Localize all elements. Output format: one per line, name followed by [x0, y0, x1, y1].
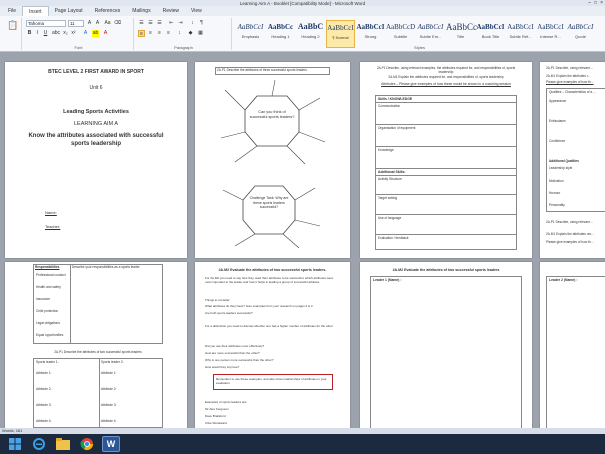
show-marks-icon[interactable]: ¶ [200, 20, 203, 26]
taskbar [0, 434, 605, 454]
page-qualities[interactable] [540, 62, 605, 258]
row-communication[interactable]: Communication [378, 104, 401, 108]
font-name-select[interactable]: Tahoma [26, 20, 66, 27]
font-size-select[interactable]: 11 [68, 20, 84, 27]
example-2: Dave Brailsford [205, 414, 226, 418]
consider-line-1: What attributes do they have? Give examples from your research on pages 2 & 3 [205, 304, 313, 308]
distinction-text: For a distinction you need to discuss whether one has a higher number of attributes for the other. [205, 324, 334, 328]
mindmap-center-question: Can you think of successful sports leaders? [249, 110, 295, 119]
change-case-icon[interactable]: Aa [104, 20, 111, 26]
ribbon [0, 16, 605, 52]
clear-format-icon[interactable]: ⌫ [114, 20, 122, 26]
style-quote[interactable]: AaBbCcI Quote [567, 23, 594, 39]
tab-view[interactable]: View [191, 8, 202, 14]
leader2-name-label: Leader 2 (Name) : [549, 278, 578, 282]
style-book-title[interactable]: AaBbCcI Book Title [476, 23, 505, 39]
question-2: How are more successful than the other? [205, 351, 260, 355]
increase-indent-icon[interactable]: ⇥ [178, 20, 183, 26]
resp-row-6[interactable]: Equal opportunities [36, 333, 64, 337]
style-intense-reference[interactable]: AaBbCcI Intense R... [537, 23, 564, 39]
bullets-icon[interactable]: ☰ [139, 20, 144, 26]
font-group-label: Font [74, 45, 83, 50]
maximize-icon[interactable]: □ [594, 0, 598, 6]
windows-start-icon[interactable] [6, 436, 24, 452]
paragraph-group [136, 18, 232, 50]
leader2-attr-2[interactable]: Attribute 2: [101, 387, 117, 391]
leader1-attr-4[interactable]: Attribute 4: [36, 419, 52, 423]
row-use-of-language[interactable]: Use of language [378, 216, 402, 220]
decrease-indent-icon[interactable]: ⇤ [169, 20, 174, 26]
style-heading-2[interactable]: AaBbC Heading 2 [297, 22, 324, 39]
styles-group [234, 18, 605, 50]
qualities-header-4: Qualities – Characteristics of a ... [549, 90, 596, 94]
tab-page-layout[interactable]: Page Layout [54, 8, 83, 14]
align-left-button[interactable]: ≡ [138, 30, 145, 37]
tab-insert[interactable]: Insert [22, 6, 49, 16]
strikethrough-icon[interactable]: abc [52, 30, 61, 36]
mindmap-diagram [195, 62, 350, 258]
numbering-icon[interactable]: ☰ [148, 20, 153, 26]
shrink-font-icon[interactable]: A [95, 20, 100, 26]
leader2-attr-4[interactable]: Attribute 4: [101, 419, 117, 423]
chrome-icon[interactable] [78, 436, 96, 452]
page-leader1[interactable] [360, 262, 532, 428]
align-center-button[interactable]: ≡ [149, 30, 152, 36]
qualities-footer-3: Please give examples of how th... [546, 240, 594, 244]
qualities-footer-2: 2A.M1 Explain the attributes rec... [546, 232, 594, 236]
sort-icon[interactable]: ↕ [191, 20, 194, 26]
style-title[interactable]: AaBbCc Title [446, 22, 477, 39]
row-personality[interactable]: Personality [549, 203, 565, 207]
tab-references[interactable]: References [94, 8, 121, 14]
qualities-footer-1: 2A.P1 Describe, using relevant ... [546, 220, 594, 224]
clipboard-group [2, 18, 22, 50]
close-icon[interactable]: × [600, 0, 603, 6]
row-humour[interactable]: Humour [549, 191, 561, 195]
learning-aim-label: LEARNING AIM A [73, 121, 118, 127]
justify-button[interactable]: ≡ [167, 30, 170, 36]
row-motivation[interactable]: Motivation [549, 179, 564, 183]
shading-icon[interactable]: ◆ [188, 30, 193, 36]
attributes-header-2: 2A.M1 Explain the attributes required for, and responsibilities of, sports leadership [388, 75, 504, 79]
leader2-attr-1[interactable]: Attribute 1: [101, 371, 117, 375]
name-label: Name: [45, 210, 57, 215]
page-leader2[interactable] [540, 262, 605, 428]
text-effects-icon[interactable]: A [83, 30, 88, 36]
font-color-icon[interactable]: A [103, 30, 108, 36]
bold-button[interactable]: B [27, 30, 32, 36]
remember-box: Remember to use these examples, and also show relationships of attributes in your evaluation. [213, 374, 333, 390]
subscript-icon[interactable]: x₂ [63, 30, 68, 36]
leader1-box[interactable] [370, 276, 522, 428]
leader2-box[interactable] [546, 276, 605, 428]
borders-icon[interactable]: ▦ [198, 30, 203, 36]
mindmap-challenge: Challenge Task: Why are these sports leaders successful? [249, 196, 289, 209]
question-1: Did you use their attributes more effectively? [205, 344, 265, 348]
row-knowledge[interactable]: Knowledge [378, 148, 394, 152]
italic-button[interactable]: I [36, 30, 39, 36]
tab-mailings[interactable]: Mailings [132, 8, 151, 14]
skills-section: Skills / KNOWLEDGE [378, 97, 413, 101]
superscript-icon[interactable]: x² [71, 30, 76, 36]
line-spacing-icon[interactable]: ↕ [178, 30, 181, 36]
paragraph-group-label: Paragraph [174, 45, 193, 50]
style-subtle-emphasis[interactable]: AaBbCcI Subtle Em... [417, 23, 444, 39]
style-subtle-reference[interactable]: AaBbCcI Subtle Ref... [507, 23, 534, 39]
leaders-table [33, 358, 163, 428]
resp-row-4[interactable]: Child protection [36, 309, 59, 313]
evaluate-header: 2A.M2 Evaluate the attributes of two successful sports leaders. [218, 268, 327, 272]
multilevel-list-icon[interactable]: ☰ [157, 20, 162, 26]
teacher-label: Teacher: [45, 224, 61, 229]
grow-font-icon[interactable]: A [87, 20, 92, 26]
style-strong[interactable]: AaBbCcI Strong [356, 23, 385, 39]
qualities-header-2: 2A.M1 Explain the attributes r... [546, 74, 591, 78]
responsibilities-header: Responsibilities [35, 265, 60, 269]
leader1-header: 2A.M2 Evaluate the attributes of two successful sports leaders [392, 268, 500, 272]
qualities-header-3: Please give examples of how th... [546, 80, 594, 84]
row-confidence[interactable]: Confidence [549, 139, 566, 143]
page-evaluate[interactable] [195, 262, 350, 428]
question-3: Why is one person more successful than the other? [205, 358, 274, 362]
word-icon[interactable]: W [102, 436, 120, 452]
resp-row-5[interactable]: Legal obligations [36, 321, 60, 325]
page-responsibilities[interactable] [5, 262, 187, 428]
row-evaluation[interactable]: Evaluation / feedback [378, 236, 409, 240]
row-organisation[interactable]: Organisation of equipment [378, 126, 416, 130]
leaders-header: 2A.P1 Describe the attributes of two successful sports leaders [54, 350, 142, 354]
examples-label: Examples of sports leaders are: [205, 400, 248, 404]
unit-title: Leading Sports Activities [63, 109, 129, 115]
things-to-consider: Things to consider: [205, 298, 231, 302]
leader1-attr-3[interactable]: Attribute 3: [36, 403, 52, 407]
underline-button[interactable]: U [43, 30, 48, 36]
ribbon-tabs [0, 6, 605, 16]
styles-group-label: Styles [414, 45, 425, 50]
resp-row-1[interactable]: Professional conduct [36, 273, 66, 277]
additional-skills-section: Additional Skills: [378, 170, 406, 174]
additional-qualities-section: Additional Qualities [549, 159, 579, 163]
page-cover[interactable] [5, 62, 187, 258]
resp-row-2[interactable]: Health and safety [36, 285, 61, 289]
learning-aim-title: Know the attributes associated with successful sports leadership [28, 133, 164, 147]
style-subtitle[interactable]: AaBbCcD Subtitle [386, 23, 416, 39]
course-title: BTEC LEVEL 2 FIRST AWARD IN SPORT [48, 69, 144, 75]
leader1-name-label: Leader 1 (Name) : [373, 278, 402, 282]
row-target-setting[interactable]: Target setting [378, 196, 398, 200]
leader-col-1: Sports leader 1: [36, 360, 59, 364]
style-heading-1[interactable]: AaBbCc Heading 1 [267, 23, 294, 39]
leader1-attr-2[interactable]: Attribute 2: [36, 387, 52, 391]
window-title: Learning Aim A - Booklet [Compatibility Mode] - Microsoft Word [239, 0, 366, 6]
responsibilities-table [33, 264, 163, 344]
example-1: Sir Alex Ferguson [205, 407, 229, 411]
row-leadership-style[interactable]: Leadership style [549, 166, 573, 170]
attributes-table [375, 95, 517, 250]
align-right-button[interactable]: ≡ [158, 30, 161, 36]
page-attributes[interactable] [360, 62, 532, 258]
paste-icon[interactable]: 📋 [7, 20, 19, 30]
internet-explorer-icon[interactable] [30, 436, 48, 452]
qualities-table [546, 88, 605, 212]
responsibilities-column: Describe your responsibilities as a sports leader [72, 265, 140, 269]
page-mindmap[interactable] [195, 62, 350, 258]
minimize-icon[interactable]: – [588, 0, 592, 6]
unit-label: Unit 6 [89, 85, 103, 91]
consider-line-2: Are both sports leaders successful? [205, 311, 253, 315]
style-emphasis[interactable]: AaBbCcI Emphasis [237, 23, 264, 39]
leader-col-2: Sports leader 2: [101, 360, 124, 364]
mindmap-header: 2A.P1 Describe the attributes of three successful sports leaders [215, 67, 330, 75]
tab-file[interactable]: File [8, 8, 17, 14]
font-group [24, 18, 134, 50]
tab-review[interactable]: Review [162, 8, 179, 14]
evaluate-intro: For 2A.M2 you need to say how they used their attributes to be successful, which attributes were most important to the leader and how it helps in leading a group of successful athletes. [205, 276, 334, 284]
document-area[interactable] [0, 52, 605, 428]
leader1-attr-1[interactable]: Attribute 1: [36, 371, 52, 375]
style-normal[interactable]: AaBbCcI ¶ Normal [326, 20, 355, 48]
question-4: How would they improve? [205, 365, 240, 369]
leader2-attr-3[interactable]: Attribute 3: [101, 403, 117, 407]
file-explorer-icon[interactable] [54, 436, 72, 452]
qualities-header-1: 2A.P1 Describe, using relevant ... [546, 66, 594, 70]
word-count[interactable]: Words: 161 [2, 428, 23, 433]
attributes-header-1: 2A.P1 Describe, using relevant examples, the attributes required for, and responsibilities of, sports leadership [376, 66, 516, 74]
resp-row-3[interactable]: Insurance [36, 297, 50, 301]
highlight-icon[interactable]: ab [92, 30, 99, 36]
attributes-header-3: Attributes – Please give examples of how these would be shown in a coaching session [381, 82, 511, 86]
row-appearance[interactable]: Appearance [549, 99, 567, 103]
example-3: Clive Woodward [205, 421, 227, 425]
row-activity-structure[interactable]: Activity Structure [378, 177, 402, 181]
row-enthusiasm[interactable]: Enthusiasm [549, 119, 566, 123]
